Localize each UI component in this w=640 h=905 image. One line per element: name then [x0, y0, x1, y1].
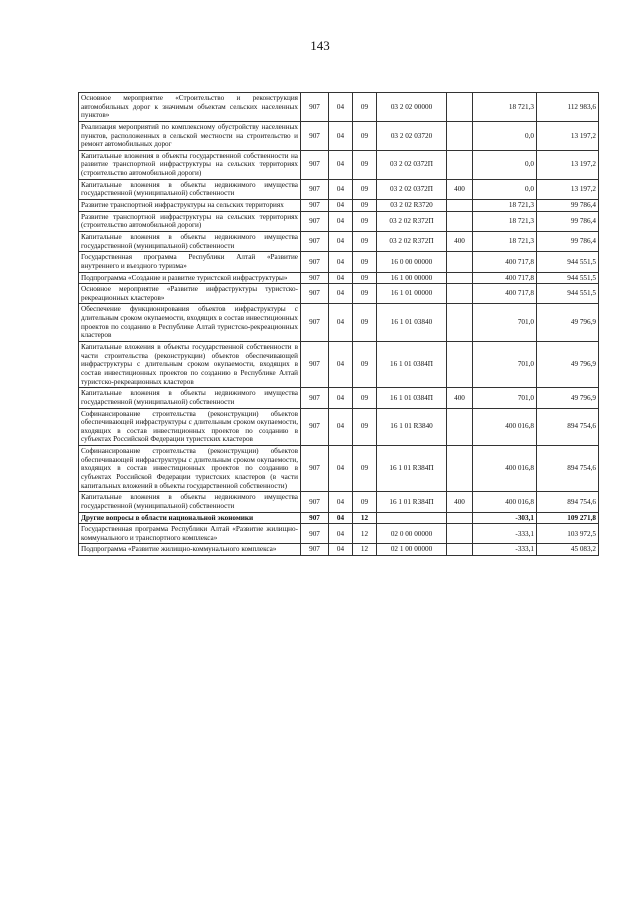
expense-type-cell	[447, 342, 473, 388]
expense-type-cell	[447, 446, 473, 492]
target-article-cell: 16 1 01 0384П	[377, 342, 447, 388]
budget-table	[78, 92, 599, 556]
expense-name-cell: Развитие транспортной инфраструктуры на сельских территориях	[79, 200, 301, 212]
expense-type-cell: 400	[447, 388, 473, 408]
expense-type-cell: 400	[447, 492, 473, 512]
amount-1-cell: 400 016,8	[473, 446, 537, 492]
amount-1-cell: 18 721,3	[473, 231, 537, 251]
expense-name-cell: Государственная программа Республики Алтай «Развитие жилищно-коммунального и транспортного комплекса»	[79, 524, 301, 544]
expense-name-cell: Софинансирование строительства (реконструкции) объектов обеспечивающей инфраструктуры с длительным сроком окупаемости, входящих в состав инвестиционных проектов по созданию в субъектах Российской Федерации туристских кластеров (в части капитальных вложений в объекты государственной собственности)	[79, 446, 301, 492]
target-article-cell: 16 1 00 00000	[377, 272, 447, 284]
amount-1-cell: 18 721,3	[473, 211, 537, 231]
target-article-cell: 16 0 00 00000	[377, 252, 447, 272]
section-code-cell: 04	[329, 388, 353, 408]
subsection-code-cell: 09	[353, 252, 377, 272]
expense-type-cell	[447, 121, 473, 150]
amount-1-cell: 400 717,8	[473, 272, 537, 284]
amount-1-cell: -333,1	[473, 524, 537, 544]
section-code-cell: 04	[329, 272, 353, 284]
amount-1-cell: -303,1	[473, 512, 537, 524]
ministry-code-cell: 907	[301, 544, 329, 556]
amount-2-cell: 944 551,5	[537, 252, 599, 272]
expense-name-cell: Основное мероприятие «Строительство и реконструкция автомобильных дорог к значимым объектам сельских населенных пунктов»	[79, 93, 301, 122]
expense-name-cell: Развитие транспортной инфраструктуры на сельских территориях (строительство автомобильной дороги)	[79, 211, 301, 231]
table-row	[79, 544, 599, 556]
section-code-cell: 04	[329, 121, 353, 150]
section-code-cell: 04	[329, 93, 353, 122]
expense-type-cell	[447, 211, 473, 231]
ministry-code-cell: 907	[301, 446, 329, 492]
expense-type-cell	[447, 252, 473, 272]
expense-name-cell: Подпрограмма «Создание и развитие туристской инфраструктуры»	[79, 272, 301, 284]
amount-1-cell: 400 016,8	[473, 408, 537, 446]
table-row	[79, 272, 599, 284]
amount-2-cell: 13 197,2	[537, 179, 599, 199]
subsection-code-cell: 09	[353, 121, 377, 150]
amount-2-cell: 99 786,4	[537, 211, 599, 231]
amount-1-cell: 701,0	[473, 304, 537, 342]
subsection-code-cell: 09	[353, 93, 377, 122]
amount-1-cell: 0,0	[473, 179, 537, 199]
subsection-code-cell: 09	[353, 150, 377, 179]
expense-name-cell: Подпрограмма «Развитие жилищно-коммунального комплекса»	[79, 544, 301, 556]
amount-2-cell: 49 796,9	[537, 388, 599, 408]
subsection-code-cell: 09	[353, 272, 377, 284]
amount-2-cell: 13 197,2	[537, 121, 599, 150]
table-row	[79, 304, 599, 342]
target-article-cell: 02 1 00 00000	[377, 544, 447, 556]
section-code-cell: 04	[329, 252, 353, 272]
section-code-cell: 04	[329, 544, 353, 556]
amount-2-cell: 944 551,5	[537, 284, 599, 304]
ministry-code-cell: 907	[301, 121, 329, 150]
target-article-cell: 16 1 01 R3840	[377, 408, 447, 446]
expense-name-cell: Капитальные вложения в объекты недвижимого имущества государственной (муниципальной) собственности	[79, 179, 301, 199]
section-code-cell: 04	[329, 211, 353, 231]
expense-name-cell: Капитальные вложения в объекты государственной собственности на развитие транспортной инфраструктуры на сельских территориях (строительство автомобильной дороги)	[79, 150, 301, 179]
amount-2-cell: 99 786,4	[537, 200, 599, 212]
target-article-cell: 16 1 01 R384П	[377, 446, 447, 492]
ministry-code-cell: 907	[301, 342, 329, 388]
target-article-cell: 16 1 01 0384П	[377, 388, 447, 408]
table-row	[79, 524, 599, 544]
amount-2-cell: 45 083,2	[537, 544, 599, 556]
target-article-cell: 16 1 01 00000	[377, 284, 447, 304]
table-row	[79, 231, 599, 251]
expense-type-cell	[447, 544, 473, 556]
expense-type-cell	[447, 150, 473, 179]
subsection-code-cell: 12	[353, 544, 377, 556]
target-article-cell: 16 1 01 03840	[377, 304, 447, 342]
section-code-cell: 04	[329, 512, 353, 524]
table-row	[79, 342, 599, 388]
expense-type-cell	[447, 524, 473, 544]
amount-2-cell: 13 197,2	[537, 150, 599, 179]
section-code-cell: 04	[329, 200, 353, 212]
subsection-code-cell: 09	[353, 200, 377, 212]
amount-2-cell: 99 786,4	[537, 231, 599, 251]
amount-1-cell: -333,1	[473, 544, 537, 556]
ministry-code-cell: 907	[301, 408, 329, 446]
amount-1-cell: 0,0	[473, 121, 537, 150]
amount-2-cell: 103 972,5	[537, 524, 599, 544]
ministry-code-cell: 907	[301, 179, 329, 199]
amount-1-cell: 701,0	[473, 388, 537, 408]
section-code-cell: 04	[329, 179, 353, 199]
amount-2-cell: 112 983,6	[537, 93, 599, 122]
table-row	[79, 211, 599, 231]
expense-type-cell	[447, 304, 473, 342]
amount-2-cell: 944 551,5	[537, 272, 599, 284]
amount-2-cell: 109 271,8	[537, 512, 599, 524]
table-row	[79, 388, 599, 408]
section-code-cell: 04	[329, 492, 353, 512]
target-article-cell	[377, 512, 447, 524]
expense-name-cell: Софинансирование строительства (реконструкции) объектов обеспечивающей инфраструктуры с длительным сроком окупаемости, входящих в состав инвестиционных проектов по созданию в субъектах Российской Федерации туристских кластеров	[79, 408, 301, 446]
amount-2-cell: 894 754,6	[537, 446, 599, 492]
target-article-cell: 03 2 02 R372П	[377, 231, 447, 251]
ministry-code-cell: 907	[301, 200, 329, 212]
table-row	[79, 93, 599, 122]
section-code-cell: 04	[329, 342, 353, 388]
subsection-code-cell: 09	[353, 342, 377, 388]
table-row	[79, 492, 599, 512]
expense-name-cell: Капитальные вложения в объекты недвижимого имущества государственной (муниципальной) собственности	[79, 231, 301, 251]
expense-type-cell: 400	[447, 231, 473, 251]
table-row	[79, 200, 599, 212]
table-row	[79, 446, 599, 492]
amount-1-cell: 400 717,8	[473, 284, 537, 304]
ministry-code-cell: 907	[301, 304, 329, 342]
expense-name-cell: Государственная программа Республики Алтай «Развитие внутреннего и въездного туризма»	[79, 252, 301, 272]
subsection-code-cell: 09	[353, 284, 377, 304]
expense-name-cell: Капитальные вложения в объекты государственной собственности в части строительства (реконструкции) объектов обеспечивающей инфраструктуры с длительным сроком окупаемости, входящих в состав инвестиционных проектов по созданию в Республике Алтай туристско-рекреационных кластеров	[79, 342, 301, 388]
amount-2-cell: 49 796,9	[537, 304, 599, 342]
table-row	[79, 179, 599, 199]
ministry-code-cell: 907	[301, 388, 329, 408]
expense-type-cell	[447, 200, 473, 212]
subsection-code-cell: 09	[353, 446, 377, 492]
expense-name-cell: Капитальные вложения в объекты недвижимого имущества государственной (муниципальной) собственности	[79, 388, 301, 408]
section-code-cell: 04	[329, 150, 353, 179]
subsection-code-cell: 09	[353, 388, 377, 408]
expense-type-cell	[447, 408, 473, 446]
target-article-cell: 03 2 02 0372П	[377, 150, 447, 179]
amount-2-cell: 894 754,6	[537, 492, 599, 512]
target-article-cell: 03 2 02 R372П	[377, 211, 447, 231]
amount-1-cell: 701,0	[473, 342, 537, 388]
target-article-cell: 02 0 00 00000	[377, 524, 447, 544]
expense-name-cell: Другие вопросы в области национальной экономики	[79, 512, 301, 524]
amount-1-cell: 18 721,3	[473, 93, 537, 122]
subsection-code-cell: 09	[353, 408, 377, 446]
subsection-code-cell: 09	[353, 179, 377, 199]
expense-name-cell: Основное мероприятие «Развитие инфраструктуры туристско-рекреационных кластеров»	[79, 284, 301, 304]
ministry-code-cell: 907	[301, 93, 329, 122]
budget-table-body	[79, 93, 599, 556]
expense-type-cell	[447, 284, 473, 304]
subsection-code-cell: 09	[353, 211, 377, 231]
table-row	[79, 252, 599, 272]
amount-2-cell: 894 754,6	[537, 408, 599, 446]
target-article-cell: 16 1 01 R384П	[377, 492, 447, 512]
subsection-code-cell: 09	[353, 231, 377, 251]
table-row	[79, 512, 599, 524]
subsection-code-cell: 09	[353, 304, 377, 342]
section-code-cell: 04	[329, 304, 353, 342]
section-code-cell: 04	[329, 524, 353, 544]
amount-1-cell: 0,0	[473, 150, 537, 179]
ministry-code-cell: 907	[301, 231, 329, 251]
target-article-cell: 03 2 02 R3720	[377, 200, 447, 212]
subsection-code-cell: 12	[353, 512, 377, 524]
amount-1-cell: 400 016,8	[473, 492, 537, 512]
page-number: 143	[310, 38, 330, 53]
expense-type-cell: 400	[447, 179, 473, 199]
expense-name-cell: Обеспечение функционирования объектов инфраструктуры с длительным сроком окупаемости, входящих в состав инвестиционных проектов по созданию в Республике Алтай туристско-рекреационных кластеров	[79, 304, 301, 342]
ministry-code-cell: 907	[301, 211, 329, 231]
target-article-cell: 03 2 02 00000	[377, 93, 447, 122]
expense-name-cell: Реализация мероприятий по комплексному обустройству населенных пунктов, расположенных в сельской местности на строительство и ремонт автомобильных дорог	[79, 121, 301, 150]
subsection-code-cell: 12	[353, 524, 377, 544]
table-row	[79, 284, 599, 304]
target-article-cell: 03 2 02 0372П	[377, 179, 447, 199]
ministry-code-cell: 907	[301, 150, 329, 179]
table-row	[79, 121, 599, 150]
ministry-code-cell: 907	[301, 272, 329, 284]
section-code-cell: 04	[329, 231, 353, 251]
ministry-code-cell: 907	[301, 252, 329, 272]
table-row	[79, 150, 599, 179]
expense-type-cell	[447, 93, 473, 122]
section-code-cell: 04	[329, 408, 353, 446]
expense-name-cell: Капитальные вложения в объекты недвижимого имущества государственной (муниципальной) собственности	[79, 492, 301, 512]
section-code-cell: 04	[329, 284, 353, 304]
section-code-cell: 04	[329, 446, 353, 492]
subsection-code-cell: 09	[353, 492, 377, 512]
amount-1-cell: 18 721,3	[473, 200, 537, 212]
ministry-code-cell: 907	[301, 524, 329, 544]
target-article-cell: 03 2 02 03720	[377, 121, 447, 150]
ministry-code-cell: 907	[301, 512, 329, 524]
expense-type-cell	[447, 272, 473, 284]
ministry-code-cell: 907	[301, 284, 329, 304]
expense-type-cell	[447, 512, 473, 524]
amount-1-cell: 400 717,8	[473, 252, 537, 272]
table-row	[79, 408, 599, 446]
ministry-code-cell: 907	[301, 492, 329, 512]
amount-2-cell: 49 796,9	[537, 342, 599, 388]
